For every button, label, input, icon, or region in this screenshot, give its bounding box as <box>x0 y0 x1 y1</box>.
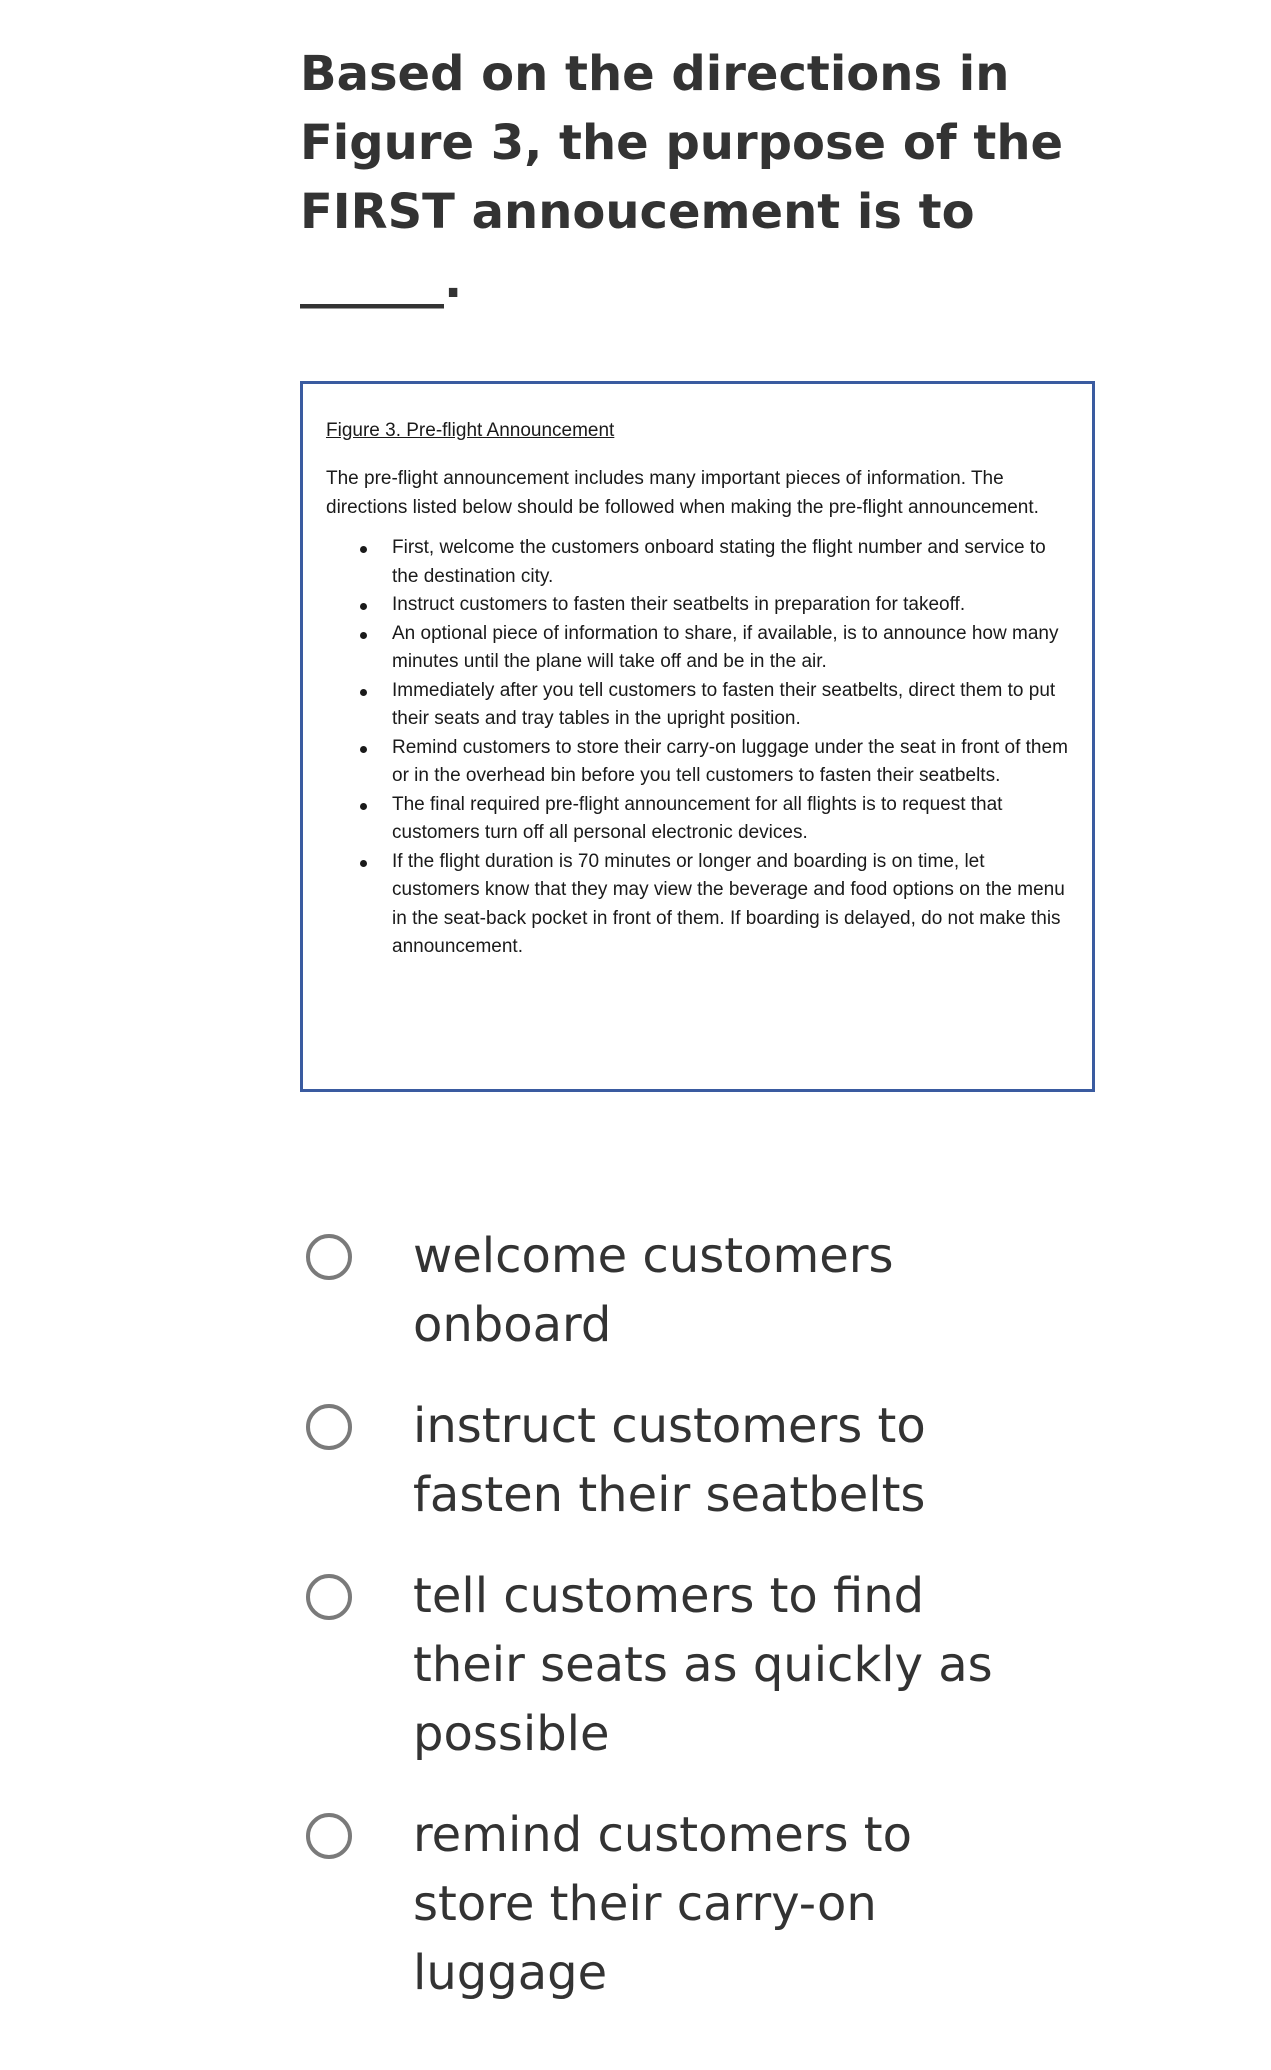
radio-button[interactable] <box>306 1234 352 1280</box>
answer-option-seatbelts[interactable] <box>300 1392 1013 1530</box>
directions-item <box>392 620 1068 677</box>
directions-item <box>392 677 1068 734</box>
question-text: Based on the directions in Figure 3, the purpose of the FIRST annoucement is to <box>300 46 1064 240</box>
directions-item-text: Instruct customers to fasten their seatbelts in preparation for takeoff. <box>392 594 966 615</box>
answer-option-label[interactable]: welcome customers onboard <box>413 1228 894 1353</box>
directions-item-text: First, welcome the customers onboard stating the flight number and service to the destination city. <box>392 537 1046 587</box>
bullet-icon <box>360 860 367 867</box>
directions-item-text: Immediately after you tell customers to fasten their seatbelts, direct them to put their seats and tray tables in the upright position. <box>392 679 1056 729</box>
directions-item <box>392 791 1068 848</box>
figure-3-panel <box>300 381 1095 1092</box>
figure-intro: The pre-flight announcement includes many important pieces of information. The directions listed below should be followed when making the pre-flight announcement. <box>326 468 1039 518</box>
answer-option-label[interactable]: tell customers to find their seats as quickly as possible <box>413 1568 993 1762</box>
answer-option-carry-on[interactable] <box>300 1801 1013 2008</box>
answer-option-find-seats[interactable] <box>300 1562 1013 1769</box>
bullet-icon <box>360 632 367 639</box>
radio-button[interactable] <box>306 1574 352 1620</box>
bullet-icon <box>360 746 367 753</box>
radio-button[interactable] <box>306 1813 352 1859</box>
directions-item <box>392 848 1068 962</box>
directions-item-text: Remind customers to store their carry-on luggage under the seat in front of them or in the overhead bin before you tell customers to fasten their seatbelts. <box>392 736 1068 786</box>
question-prompt <box>300 40 1120 316</box>
directions-item-text: An optional piece of information to share, if available, is to announce how many minutes until the plane will take off and be in the air. <box>392 622 1059 672</box>
figure-title: Figure 3. Pre-flight Announcement <box>326 420 615 441</box>
bullet-icon <box>360 689 367 696</box>
answer-option-label[interactable]: remind customers to store their carry-on luggage <box>413 1807 912 2001</box>
answer-blank: ______. <box>300 253 463 309</box>
directions-item-text: If the flight duration is 70 minutes or longer and boarding is on time, let customers know that they may view the beverage and food options on the menu in the seat-back pocket in front of them. If boarding is delayed, do not make this announcement. <box>392 850 1065 957</box>
bullet-icon <box>360 546 367 553</box>
radio-button[interactable] <box>306 1404 352 1450</box>
bullet-icon <box>360 603 367 610</box>
directions-item <box>392 534 1068 591</box>
answer-option-label[interactable]: instruct customers to fasten their seatbelts <box>413 1398 926 1523</box>
directions-item-text: The final required pre-flight announcement for all flights is to request that customers turn off all personal electronic devices. <box>392 793 1003 843</box>
directions-item <box>392 734 1068 791</box>
directions-item <box>392 591 1068 620</box>
answer-option-welcome[interactable] <box>300 1222 1013 1360</box>
directions-list <box>326 534 1068 962</box>
bullet-icon <box>360 803 367 810</box>
